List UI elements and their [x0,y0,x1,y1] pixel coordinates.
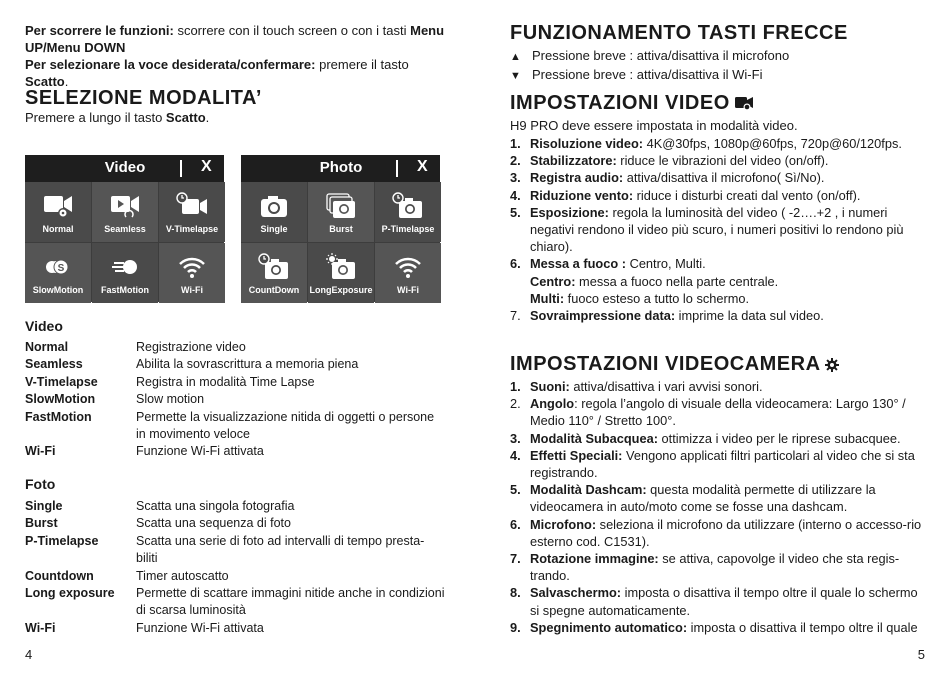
video-mode-panel [25,155,224,302]
mode-burst[interactable]: Burst [308,182,374,242]
close-button[interactable]: X [417,158,428,175]
wifi-icon [392,253,424,281]
definition-row: Burst Scatta una sequenza di foto [25,516,291,531]
video-settings-heading: IMPOSTAZIONI VIDEO [510,91,754,115]
mode-slowmotion[interactable]: S SlowMotion [25,243,91,303]
mode-v-timelapse[interactable]: V-Timelapse [159,182,225,242]
list-item: 4. Riduzione vento: riduce i disturbi creati dal vento (on/off). [510,187,861,203]
definition-row: V-Timelapse Registra in modalità Time Lapse [25,374,315,389]
list-item: 1. Suoni: attiva/disattiva i vari avvisi sonori. [510,379,763,394]
mode-wifi[interactable]: Wi-Fi [159,243,225,303]
mode-selection-subtitle: Premere a lungo il tasto Scatto. [25,110,210,125]
mode-normal[interactable]: Normal [25,182,91,242]
list-item: Multi: fuoco esteso a tutto lo schermo. [530,290,750,306]
burst-camera-icon [325,192,357,220]
list-item: 5. Modalità Dashcam: questa modalità permette di utilizzare la videocamera in auto/moto come se fosse una dashcam. [510,482,876,515]
list-item: 9. Spegnimento automatico: imposta o disattiva il tempo oltre il quale [510,619,918,635]
arrow-keys-heading: FUNZIONAMENTO TASTI FRECCE [510,22,848,44]
mode-wifi[interactable]: Wi-Fi [375,243,441,303]
video-camera-loop-icon [109,192,141,220]
mode-long-exposure[interactable]: LongExposure [308,243,374,303]
video-settings-intro: H9 PRO deve essere impostata in modalità video. [510,118,798,133]
video-definition-list [25,339,445,461]
camera-long-exposure-icon [325,253,357,281]
right-page [478,0,950,674]
definition-row: P-Timelapse Scatta una serie di foto ad intervalli di tempo presta-biliti [25,533,425,566]
video-section-title: Video [25,318,63,334]
list-item: 7. Sovraimpressione data: imprime la data sul video. [510,308,824,324]
slow-motion-icon [42,253,74,281]
page-number: 4 [25,647,33,662]
camera-countdown-icon [258,253,290,281]
list-item: 8. Salvaschermo: imposta o disattiva il tempo oltre il quale lo schermo si spegne automaticamente. [510,585,918,618]
video-camera-gear-icon [734,95,754,111]
definition-row: Seamless Abilita la sovrascrittura a memoria piena [25,357,359,372]
video-panel-title: Video [104,159,146,176]
wifi-icon [176,253,208,281]
definition-row: Normal Registrazione video [25,340,246,354]
photo-definition-list [25,498,445,637]
video-panel-header [25,155,224,182]
mode-countdown[interactable]: CountDown [241,243,307,303]
definition-row: Countdown Timer autoscatto [25,568,229,583]
list-item: 1. Risoluzione video: 4K@30fps, 1080p@60fps, 720p@60/120fps. [510,136,902,151]
definition-row: Long exposure Permette di scattare immagini nitide anche in condizioni di scarsa luminosità [25,586,445,618]
intro-line-scroll: Per scorrere le funzioni: scorrere con il touch screen o con i tasti Menu UP/Menu DOWN [25,23,445,55]
header-separator [180,160,182,177]
list-item: Centro: messa a fuoco nella parte centrale. [530,273,779,289]
list-item: 3. Registra audio: attiva/disattiva il microfono( Sì/No). [510,170,825,186]
definition-row: FastMotion Permette la visualizzazione nitida di oggetti o persone in movimento veloce [25,409,435,442]
arrow-up-icon: ▲ [510,51,521,63]
header-separator [396,160,398,177]
list-item: 2. Stabilizzatore: riduce le vibrazioni del video (on/off). [510,153,829,169]
arrow-keys-list [510,47,789,85]
definition-row: Wi-Fi Funzione Wi-Fi attivata [25,620,264,635]
close-button[interactable]: X [201,158,212,175]
video-camera-gear-icon [42,192,74,220]
video-settings-list [510,135,930,324]
mode-single[interactable]: Single [241,182,307,242]
left-page [0,0,470,674]
photo-mode-panel [241,155,440,302]
list-item: 6. Microfono: seleziona il microfono da utilizzare (interno o accesso-rio esterno cod. C1531). [510,516,922,549]
intro-text [25,22,445,90]
mode-p-timelapse[interactable]: P-Timelapse [375,182,441,242]
photo-panel-header [241,155,440,182]
intro-line-select: Per selezionare la voce desiderata/confermare: premere il tasto Scatto. [25,57,409,89]
list-item: 7. Rotazione immagine: se attiva, capovolge il video che sta regis-trando. [510,551,900,584]
gear-icon [825,358,839,372]
mode-selection-heading: SELEZIONE MODALITA’ [25,87,262,109]
camera-icon [258,192,290,220]
list-item: 2. Angolo: regola l’angolo di visuale della videocamera: Largo 130° / Medio 110° / Stretto 100°. [510,396,906,429]
list-item: 4. Effetti Speciali: Vengono applicati filtri particolari al video che si sta registrando. [510,447,915,481]
list-item: 6. Messa a fuoco : Centro, Multi. [510,256,706,272]
definition-row: Wi-Fi Funzione Wi-Fi attivata [25,444,264,459]
svg-text:S: S [57,263,65,274]
definition-row: Single Scatta una singola fotografia [25,499,295,513]
list-item: 5. Esposizione: regola la luminosità del video ( -2….+2 , i numeri negativi rendono il video più scuro, i numeri positivi lo rendono più chiaro). [510,204,904,255]
photo-section-title: Foto [25,476,56,492]
camera-settings-list [510,378,930,636]
photo-panel-title: Photo [319,159,363,176]
arrow-row-down: ▼ Pressione breve : attiva/disattiva il Wi-Fi [510,66,789,85]
mode-fastmotion[interactable]: FastMotion [92,243,158,303]
definition-row: SlowMotion Slow motion [25,392,205,407]
camera-timer-icon [392,192,424,220]
arrow-row-up: ▲ Pressione breve : attiva/disattiva il microfono [510,47,789,66]
mode-seamless[interactable]: Seamless [92,182,158,242]
video-camera-timer-icon [176,192,208,220]
arrow-down-icon: ▼ [510,70,521,82]
camera-settings-heading: IMPOSTAZIONI VIDEOCAMERA [510,352,839,376]
list-item: 3. Modalità Subacquea: ottimizza i video per le riprese subacquee. [510,430,901,446]
page-number: 5 [917,647,925,662]
fast-motion-icon [109,253,141,281]
